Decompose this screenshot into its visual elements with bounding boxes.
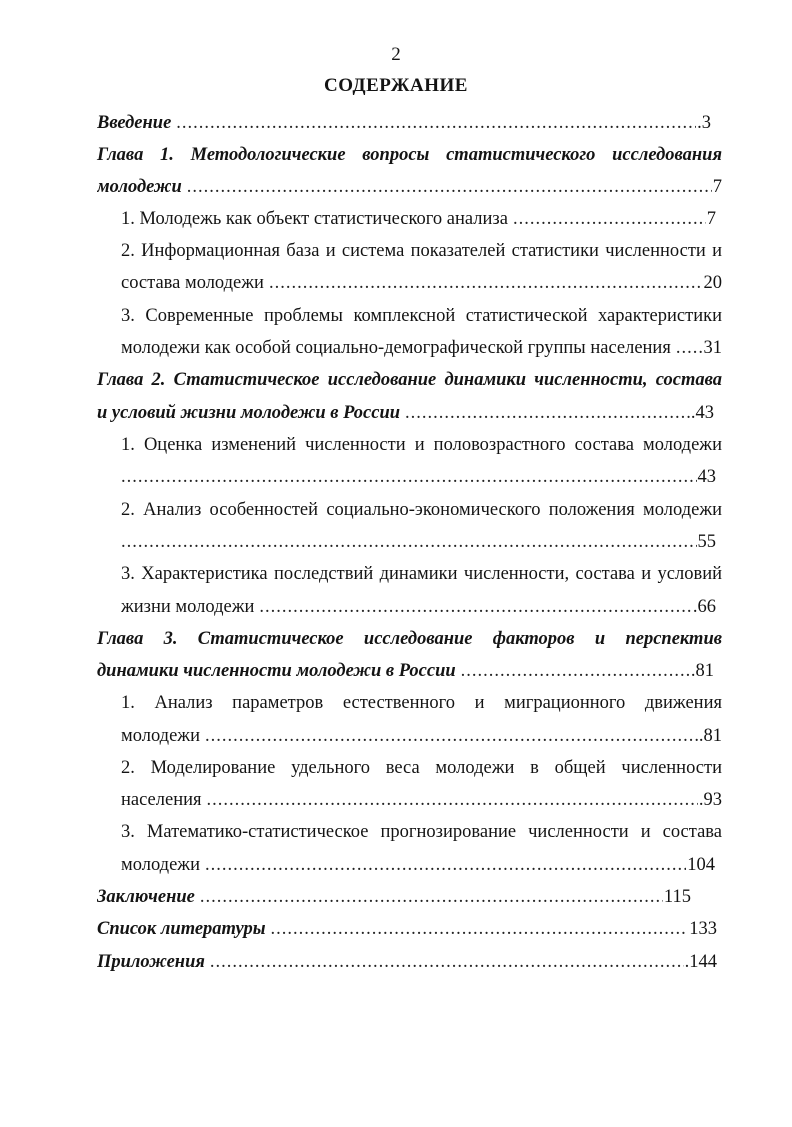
dot-leader (187, 174, 712, 200)
toc-page-number: 20 (703, 273, 722, 293)
dot-leader (271, 916, 689, 942)
dot-leader (269, 270, 703, 296)
toc-entry-label: Список литературы (97, 919, 266, 939)
page-title: СОДЕРЖАНИЕ (324, 75, 468, 96)
toc-entry-label: населения (121, 790, 202, 810)
dot-leader (121, 529, 697, 555)
toc-chapter-1-section-3-heading: 3. Современные проблемы комплексной статистической характеристики (121, 306, 722, 326)
toc-entry-label: жизни молодежи (121, 597, 255, 617)
toc-chapter-1-section-1 (121, 206, 716, 232)
toc-chapter-3-section-3 (121, 852, 715, 878)
toc-chapter-2-section-3-heading: 3. Характеристика последствий динамики численности, состава и условий (121, 564, 722, 584)
toc-page-number: .3 (697, 113, 711, 133)
dot-leader (205, 723, 698, 749)
toc-chapter-3-section-1 (121, 723, 722, 749)
dot-leader (676, 335, 703, 361)
toc-chapter-3-section-2 (121, 787, 722, 813)
toc-chapter-2-section-3 (121, 594, 716, 620)
toc-chapter-3-entry (97, 658, 714, 684)
toc-page-number: .43 (690, 403, 714, 423)
toc-page-number: 133 (689, 919, 717, 939)
toc-chapter-2-heading: Глава 2. Статистическое исследование динамики численности, состава (97, 370, 722, 390)
toc-entry-label: молодежи (121, 855, 200, 875)
toc-page-number: 104 (687, 855, 715, 875)
toc-page-number: 55 (697, 532, 716, 552)
toc-entry-label: молодежи (121, 726, 200, 746)
toc-entry-label: динамики численности молодежи в России (97, 661, 456, 681)
toc-page-number: .144 (684, 952, 717, 972)
toc-entry-intro (97, 110, 711, 136)
toc-page-number: 7 (712, 177, 722, 197)
toc-chapter-2-section-1 (121, 464, 716, 490)
toc-entry-label: Приложения (97, 952, 205, 972)
toc-page-number: .66 (692, 597, 716, 617)
toc-entry-appendix (97, 949, 717, 975)
toc-chapter-3-heading: Глава 3. Статистическое исследование факторов и перспектив (97, 629, 722, 649)
toc-chapter-1-heading: Глава 1. Методологические вопросы статистического исследования (97, 145, 722, 165)
dot-leader (200, 884, 663, 910)
page-number: 2 (391, 44, 401, 65)
dot-leader (513, 206, 706, 232)
dot-leader (121, 464, 697, 490)
toc-chapter-2-entry (97, 400, 714, 426)
toc-page-number: .93 (698, 790, 722, 810)
dot-leader (207, 787, 698, 813)
toc-chapter-1-section-2-heading: 2. Информационная база и система показателей статистики численности и (121, 241, 722, 261)
toc-entry-label: Введение (97, 113, 172, 133)
toc-entry-label: состава молодежи (121, 273, 264, 293)
dot-leader (176, 110, 696, 136)
toc-page-number: .81 (690, 661, 714, 681)
toc-chapter-2-section-1-heading: 1. Оценка изменений численности и половозрастного состава молодежи (121, 435, 722, 455)
toc-chapter-1-section-2 (121, 270, 722, 296)
toc-chapter-3-section-1-heading: 1. Анализ параметров естественного и миграционного движения (121, 693, 722, 713)
toc-page-number: 31 (703, 338, 722, 358)
toc-chapter-1-section-3 (121, 335, 722, 361)
toc-chapter-3-section-3-heading: 3. Математико-статистическое прогнозирование численности и состава (121, 822, 722, 842)
toc-page-number: .81 (698, 726, 722, 746)
toc-entry-label: молодежи как особой социально-демографической группы населения (121, 338, 671, 358)
toc-page-number: 7 (706, 209, 716, 229)
toc-page-number: 115 (663, 887, 691, 907)
toc-entry-label: молодежи (97, 177, 182, 197)
toc-chapter-2-section-2-heading: 2. Анализ особенностей социально-экономического положения молодежи (121, 500, 722, 520)
dot-leader (405, 400, 690, 426)
dot-leader (210, 949, 684, 975)
toc-chapter-2-section-2 (121, 529, 716, 555)
toc-entry-references (97, 916, 717, 942)
dot-leader (259, 594, 691, 620)
toc-entry-conclusion (97, 884, 691, 910)
toc-entry-label: 1. Молодежь как объект статистического анализа (121, 209, 508, 229)
toc-chapter-1-entry (97, 174, 722, 200)
toc-chapter-3-section-2-heading: 2. Моделирование удельного веса молодежи в общей численности (121, 758, 722, 778)
toc-page-number: 43 (697, 467, 716, 487)
dot-leader (461, 658, 690, 684)
toc-entry-label: и условий жизни молодежи в России (97, 403, 401, 423)
dot-leader (205, 852, 686, 878)
toc-entry-label: Заключение (97, 887, 195, 907)
